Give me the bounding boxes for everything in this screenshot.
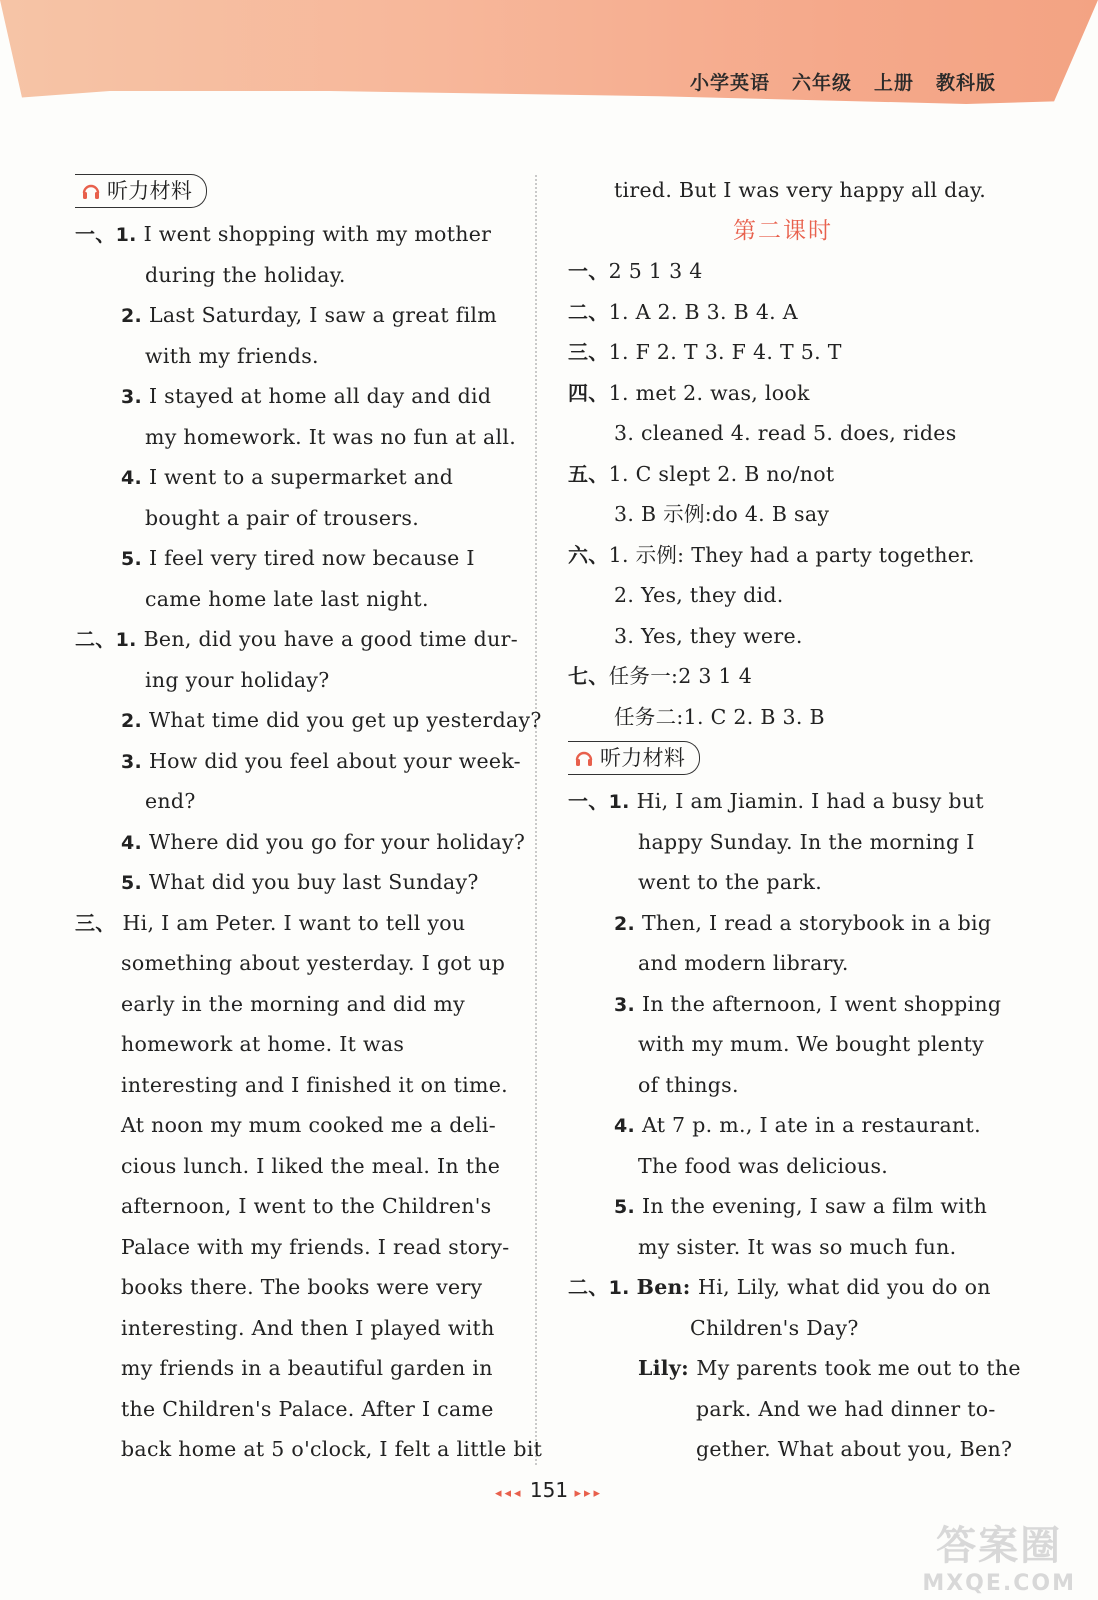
text-line: [75, 700, 542, 741]
line-text: gether. What about you, Ben?: [696, 1437, 1013, 1461]
line-text: The food was delicious.: [638, 1153, 889, 1178]
text-line: [75, 1389, 505, 1430]
answer-line: [568, 251, 998, 292]
answer-text: 1. met 2. was, look: [608, 380, 810, 405]
line-text: What time did you get up yesterday?: [148, 708, 542, 732]
grade-label: 六年级: [791, 72, 852, 94]
line-text: interesting and I finished it on time.: [121, 1072, 508, 1097]
text-line: [568, 903, 998, 944]
speaker-name: Lily:: [638, 1356, 697, 1380]
listening-material-badge-2: [568, 741, 700, 775]
line-text: Hi, I am Peter. I want to tell you: [122, 910, 466, 935]
answer-line: [568, 292, 998, 333]
line-text: Hi, I am Jiamin. I had a busy but: [636, 789, 984, 813]
text-line: [75, 1105, 505, 1146]
text-line: [568, 1429, 1013, 1470]
item-number: 2.: [614, 912, 642, 935]
line-text: homework at home. It was: [121, 1032, 405, 1056]
text-line: [75, 498, 505, 539]
text-line: [75, 457, 505, 498]
section-mark: 四、: [568, 380, 609, 405]
left-arrows-icon: ◂◂◂: [494, 1486, 524, 1501]
section-mark: 一、: [75, 222, 116, 246]
listening-material-badge: [75, 174, 207, 208]
item-number: 1.: [608, 1277, 637, 1299]
text-line: [75, 376, 505, 417]
text-line: [568, 822, 998, 863]
line-text: my friends in a beautiful garden in: [121, 1356, 493, 1380]
line-text: What did you buy last Sunday?: [148, 870, 479, 894]
section-mark: 二、: [75, 627, 116, 651]
left-column: [75, 170, 543, 1470]
text-line: [568, 1024, 998, 1065]
line-text: park. And we had dinner to-: [696, 1396, 996, 1421]
item-number: 5.: [121, 872, 149, 894]
headphones-icon: [81, 181, 101, 201]
answer-text: 1. 示例: They had a party together.: [608, 542, 975, 567]
answer-text: 3. Yes, they were.: [614, 623, 803, 648]
item-number: 1.: [115, 629, 144, 651]
line-text: My parents took me out to the: [696, 1356, 1021, 1380]
text-line: [568, 943, 998, 984]
answer-text: 1. C slept 2. B no/not: [608, 461, 835, 486]
item-number: 5.: [614, 1196, 642, 1218]
item-number: 3.: [121, 386, 149, 408]
section-mark: 二、: [568, 299, 609, 324]
text-line: [75, 336, 505, 377]
text-line: [75, 1267, 505, 1308]
line-text: interesting. And then I played with: [121, 1315, 495, 1340]
text-line: [568, 1348, 1021, 1389]
line-text: Where did you go for your holiday?: [148, 829, 526, 854]
section-mark: 七、: [568, 664, 609, 688]
text-line: [75, 417, 517, 458]
line-text: Ben, did you have a good time dur-: [143, 627, 518, 651]
section-mark: 三、: [568, 340, 609, 364]
line-text: the Children's Palace. After I came: [121, 1396, 494, 1421]
section-mark: 五、: [568, 461, 609, 486]
watermark-bottom: MXQE.COM: [922, 1571, 1076, 1596]
text-line: [75, 214, 505, 255]
text-line: [568, 1065, 998, 1106]
answer-line: [568, 656, 998, 697]
answer-line: [568, 454, 998, 495]
section-mark: 三、: [75, 910, 116, 935]
speaker-name: Ben:: [636, 1275, 699, 1299]
text-line: [75, 822, 526, 863]
text-line: [75, 1065, 508, 1106]
item-number: 4.: [121, 831, 149, 854]
answer-line: [568, 494, 998, 535]
answer-text: 任务一:2 3 1 4: [608, 664, 753, 688]
line-text: I feel very tired now because I: [148, 546, 475, 570]
item-number: 1.: [115, 224, 144, 246]
text-line: [568, 984, 1002, 1025]
right-arrows-icon: ▸▸▸: [574, 1486, 604, 1501]
line-text: I went to a supermarket and: [148, 465, 454, 489]
text-line: [75, 943, 505, 984]
section-mark: 六、: [568, 542, 609, 567]
line-text: back home at 5 o'clock, I felt a little bit: [121, 1437, 543, 1461]
line-text: during the holiday.: [145, 262, 346, 287]
answer-line: [568, 575, 998, 616]
text-line: [568, 1389, 998, 1430]
answer-text: 任务二:1. C 2. B 3. B: [614, 704, 825, 729]
item-number: 3.: [614, 993, 642, 1016]
text-line: [75, 1308, 505, 1349]
line-text: of things.: [638, 1072, 739, 1097]
text-line: [75, 295, 505, 336]
text-line: [75, 1429, 543, 1470]
line-text: I stayed at home all day and did: [148, 384, 492, 408]
text-line: [568, 1146, 998, 1187]
line-text: went to the park.: [638, 870, 823, 894]
item-number: 1.: [608, 791, 637, 813]
line-text: my homework. It was no fun at all.: [145, 424, 517, 449]
line-text: ing your holiday?: [145, 667, 330, 692]
line-text: came home late last night.: [145, 586, 429, 611]
page-footer: [0, 1478, 1098, 1502]
section-mark: 一、: [568, 789, 609, 813]
line-text: Children's Day?: [690, 1315, 859, 1340]
text-line: [568, 1267, 998, 1308]
line-text: afternoon, I went to the Children's: [121, 1194, 492, 1218]
item-number: 4.: [121, 467, 149, 489]
text-line: [568, 781, 998, 822]
answer-line: [568, 616, 998, 657]
column-divider: [535, 175, 537, 1465]
line-text: and modern library.: [638, 951, 849, 975]
item-number: 3.: [121, 750, 149, 773]
answer-line: [568, 697, 998, 738]
line-text: something about yesterday. I got up: [121, 951, 506, 975]
text-line: [75, 781, 505, 822]
line-text: At noon my mum cooked me a deli-: [121, 1113, 497, 1137]
answer-line: [568, 332, 998, 373]
line-text: bought a pair of trousers.: [145, 505, 420, 530]
line-text: end?: [145, 789, 196, 813]
item-number: 2.: [121, 305, 149, 327]
line-text: In the afternoon, I went shopping: [641, 991, 1002, 1016]
line-text: my sister. It was so much fun.: [638, 1234, 957, 1259]
text-line: [75, 619, 518, 660]
text-line: [75, 984, 505, 1025]
answer-text: 2 5 1 3 4: [608, 259, 703, 283]
text-line: [75, 1186, 505, 1227]
answer-text: 1. A 2. B 3. B 4. A: [608, 299, 798, 324]
answer-line: [568, 535, 998, 576]
edition-label: 教科版: [935, 72, 996, 94]
subject-label: 小学英语: [689, 72, 770, 94]
watermark-logo: [922, 1514, 1076, 1596]
text-line: [75, 255, 505, 296]
item-number: 4.: [614, 1115, 642, 1137]
text-line: [75, 1146, 505, 1187]
text-line: [75, 741, 521, 782]
page-number: 151: [529, 1478, 569, 1502]
line-text: cious lunch. I liked the meal. In the: [121, 1153, 501, 1178]
answer-text: 3. cleaned 4. read 5. does, rides: [614, 421, 957, 445]
text-line: [75, 660, 505, 701]
answer-text: 3. B 示例:do 4. B say: [614, 502, 830, 526]
text-line: [568, 1105, 998, 1146]
book-title: [690, 68, 996, 95]
text-line: [568, 1186, 998, 1227]
badge-label: 听力材料: [107, 179, 193, 203]
line-text: Hi, Lily, what did you do on: [698, 1275, 991, 1299]
answer-line: [568, 413, 998, 454]
section-mark: 一、: [568, 259, 609, 283]
item-number: 5.: [121, 548, 149, 570]
text-line: [568, 1227, 998, 1268]
line-text: books there. The books were very: [121, 1275, 483, 1299]
line-text: In the evening, I saw a film with: [641, 1194, 988, 1218]
text-line: [75, 538, 505, 579]
right-column: [568, 170, 1021, 1470]
line-text: early in the morning and did my: [121, 991, 466, 1016]
headphones-icon: [574, 748, 594, 768]
line-text: with my friends.: [145, 343, 319, 368]
answer-text: 2. Yes, they did.: [614, 583, 784, 607]
text-line: [568, 1308, 998, 1349]
line-text: happy Sunday. In the morning I: [638, 829, 975, 854]
lesson-title: 第二课时: [733, 217, 833, 244]
continuation-line: tired. But I was very happy all day.: [614, 178, 987, 202]
line-text: with my mum. We bought plenty: [638, 1032, 985, 1056]
line-text: At 7 p. m., I ate in a restaurant.: [641, 1113, 981, 1137]
text-line: [75, 1348, 505, 1389]
line-text: How did you feel about your week-: [148, 748, 521, 773]
line-text: Last Saturday, I saw a great film: [148, 303, 498, 327]
answer-text: 1. F 2. T 3. F 4. T 5. T: [608, 340, 842, 364]
section-mark: 二、: [568, 1275, 609, 1299]
badge-label: 听力材料: [600, 746, 686, 770]
answer-line: [568, 373, 998, 414]
text-line: [568, 862, 998, 903]
item-number: 2.: [121, 710, 149, 732]
volume-label: 上册: [873, 72, 914, 94]
line-text: Then, I read a storybook in a big: [641, 910, 992, 935]
line-text: I went shopping with my mother: [143, 222, 492, 246]
header-banner: [0, 0, 1098, 130]
line-text: Palace with my friends. I read story-: [121, 1234, 510, 1259]
text-line: [75, 903, 505, 944]
text-line: [75, 862, 505, 903]
text-line: [75, 1227, 510, 1268]
watermark-top: 答案圈: [936, 1523, 1063, 1569]
text-line: [75, 1024, 505, 1065]
text-line: [75, 579, 505, 620]
